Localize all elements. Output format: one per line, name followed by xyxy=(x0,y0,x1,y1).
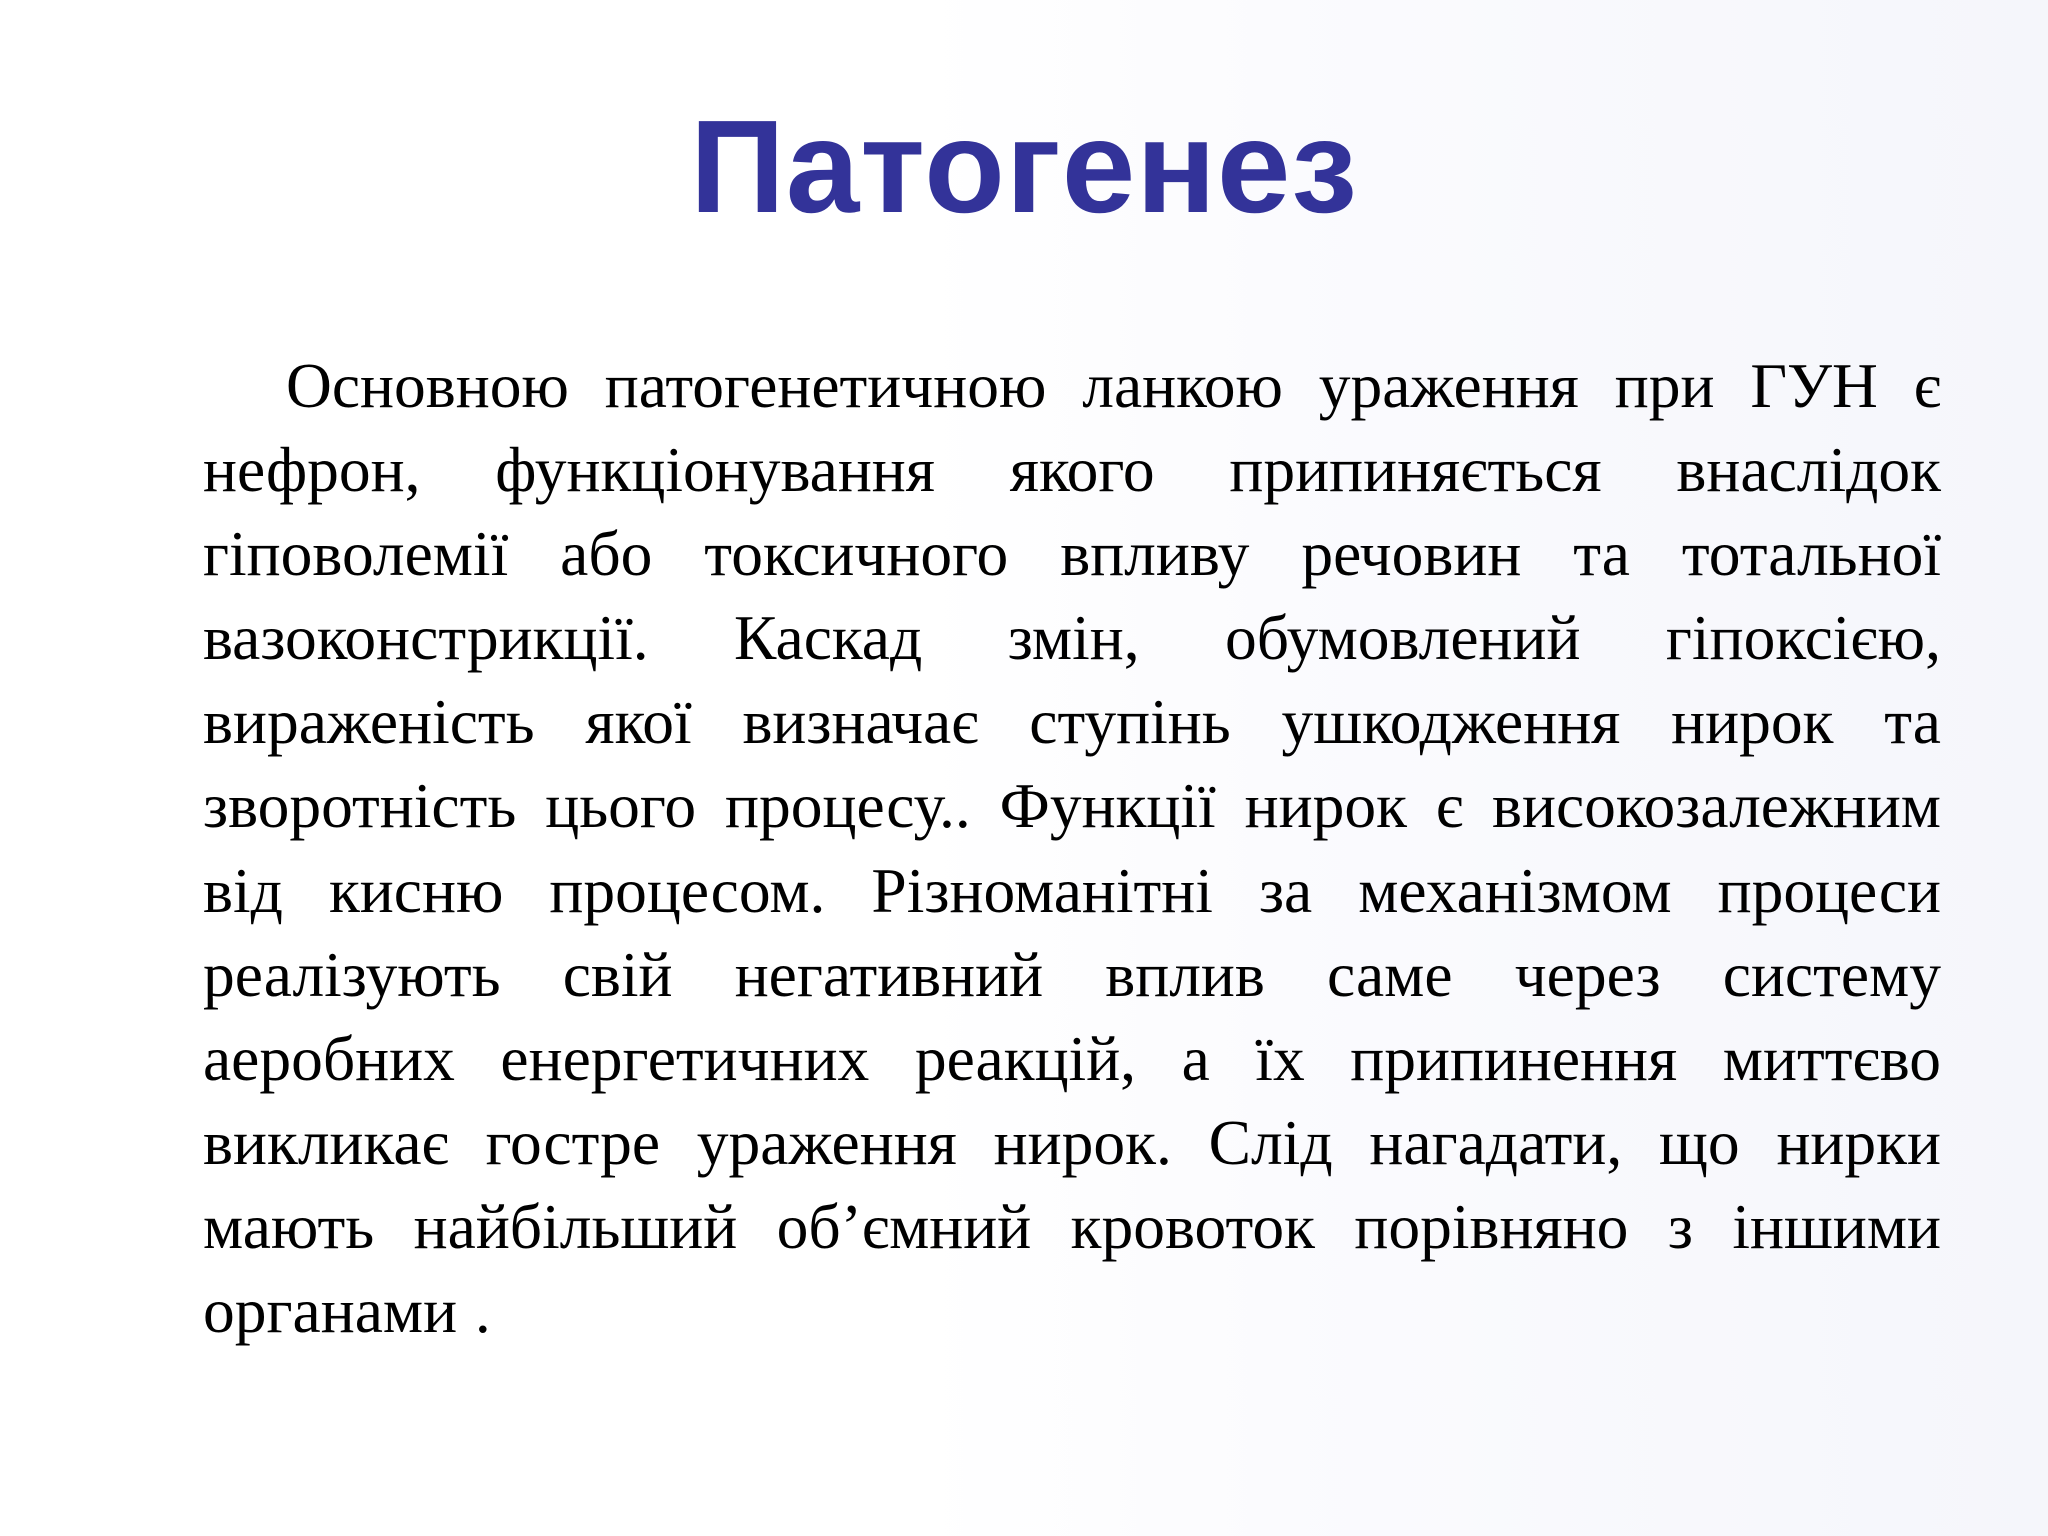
slide-body-text: Основною патогенетичною ланкою ураження при ГУН є нефрон, функціонування якого припиняється внаслідок гіповолемії або токсичного впливу речовин та тотальної вазоконстрикції. Каскад змін, обумовлений гіпоксією, вираженість якої визначає ступінь ушкодження нирок та зворотність цього процесу.. Функції нирок є високозалежним від кисню процесом. Різноманітні за механізмом процеси реалізують свій негативний вплив саме через систему аеробних енергетичних реакцій, а їх припинення миттєво викликає гостре ураження нирок. Слід нагадати, що нирки мають найбільший об’ємний кровоток порівняно з іншими органами . xyxy=(203,350,1941,1347)
slide-title: Патогенез xyxy=(690,93,1358,240)
